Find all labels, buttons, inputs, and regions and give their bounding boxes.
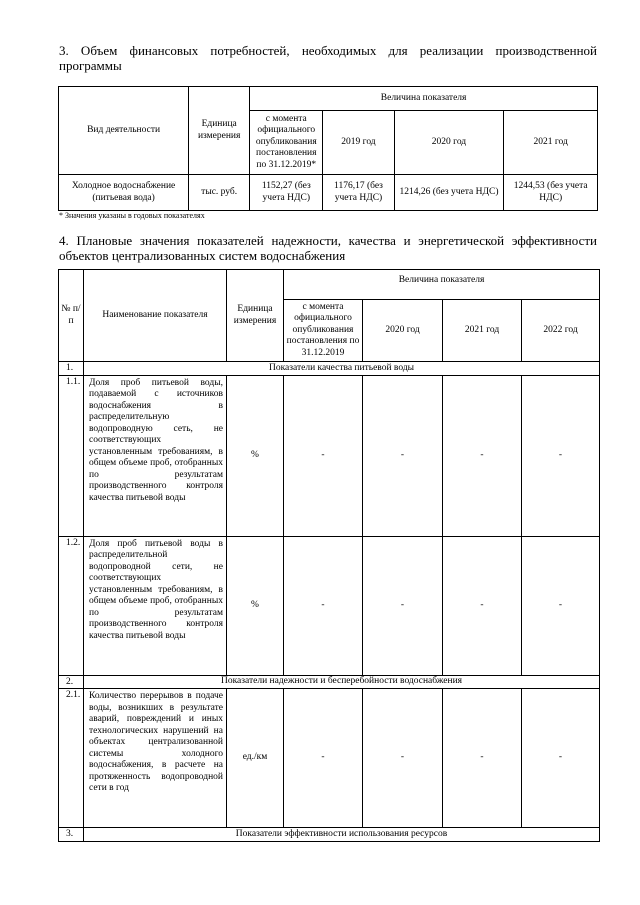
header-unit: Единица измерения <box>189 87 250 175</box>
row-2-1-2022: - <box>522 689 600 828</box>
row-2-1-num: 2.1. <box>59 689 84 828</box>
group-3-title: Показатели эффективности использования ресурсов <box>84 828 600 842</box>
header-value: Величина показателя <box>250 87 598 111</box>
row-1-2-num: 1.2. <box>59 536 84 675</box>
row-1-1-2022: - <box>522 375 600 536</box>
row-1-2-2020: - <box>363 536 443 675</box>
header-2020: 2020 год <box>363 300 443 362</box>
header-2021: 2021 год <box>443 300 522 362</box>
row-activity: Холодное водоснабжение (питьевая вода) <box>59 175 189 211</box>
row-since-value: 1152,27 (без учета НДС) <box>250 175 323 211</box>
indicators-table <box>58 269 600 842</box>
row-2-1-2021: - <box>443 689 522 828</box>
row-1-1-name: Доля проб питьевой воды, подаваемой с источников водоснабжения в распределительную водопроводную сеть, не соответствующих установленным требованиям, в общем объеме проб, отобранных по результатам производственного контроля качества питьевой воды <box>84 375 227 536</box>
section-4-heading: 4. Плановые значения показателей надежности, качества и энергетической эффективности объектов централизованных систем водоснабжения <box>59 233 597 263</box>
row-1-1-since: - <box>284 375 363 536</box>
row-2021-value: 1244,53 (без учета НДС) <box>504 175 598 211</box>
row-2-1-2020: - <box>363 689 443 828</box>
row-1-1-num: 1.1. <box>59 375 84 536</box>
group-1-title: Показатели качества питьевой воды <box>84 362 600 376</box>
financial-needs-table <box>58 86 598 211</box>
header-name: Наименование показателя <box>84 270 227 362</box>
header-since: с момента официального опубликования постановления по 31.12.2019* <box>250 111 323 175</box>
group-1-num: 1. <box>59 362 84 376</box>
group-2-title: Показатели надежности и бесперебойности водоснабжения <box>84 675 600 689</box>
row-2019-value: 1176,17 (без учета НДС) <box>323 175 394 211</box>
header-since: с момента официального опубликования постановления по 31.12.2019 <box>284 300 363 362</box>
header-activity: Вид деятельности <box>59 87 189 175</box>
header-value: Величина показателя <box>284 270 600 300</box>
row-1-2-since: - <box>284 536 363 675</box>
header-2019: 2019 год <box>323 111 394 175</box>
row-1-1-2021: - <box>443 375 522 536</box>
row-unit: тыс. руб. <box>189 175 250 211</box>
row-2-1-unit: ед./км <box>227 689 284 828</box>
group-3-num: 3. <box>59 828 84 842</box>
header-num: № п/п <box>59 270 84 362</box>
row-1-2-name: Доля проб питьевой воды в распределительной водопроводной сети, не соответствующих установленным требованиям, в общем объеме проб, отобранных по результатам производственного контроля качества питьевой воды <box>84 536 227 675</box>
header-2021: 2021 год <box>504 111 598 175</box>
header-2020: 2020 год <box>394 111 504 175</box>
row-1-1-2020: - <box>363 375 443 536</box>
row-1-2-2022: - <box>522 536 600 675</box>
header-unit: Единица измерения <box>227 270 284 362</box>
row-2-1-since: - <box>284 689 363 828</box>
row-1-1-unit: % <box>227 375 284 536</box>
row-1-2-2021: - <box>443 536 522 675</box>
row-2020-value: 1214,26 (без учета НДС) <box>394 175 504 211</box>
footnote: * Значения указаны в годовых показателях <box>59 211 205 220</box>
row-1-2-unit: % <box>227 536 284 675</box>
section-3-heading: 3. Объем финансовых потребностей, необходимых для реализации производственной программы <box>59 43 597 73</box>
row-2-1-name: Количество перерывов в подаче воды, возникших в результате аварий, повреждений и иных технологических нарушений на объектах централизованной системы холодного водоснабжения, в расчете на протяженность водопроводной сети в год <box>84 689 227 828</box>
header-2022: 2022 год <box>522 300 600 362</box>
group-2-num: 2. <box>59 675 84 689</box>
